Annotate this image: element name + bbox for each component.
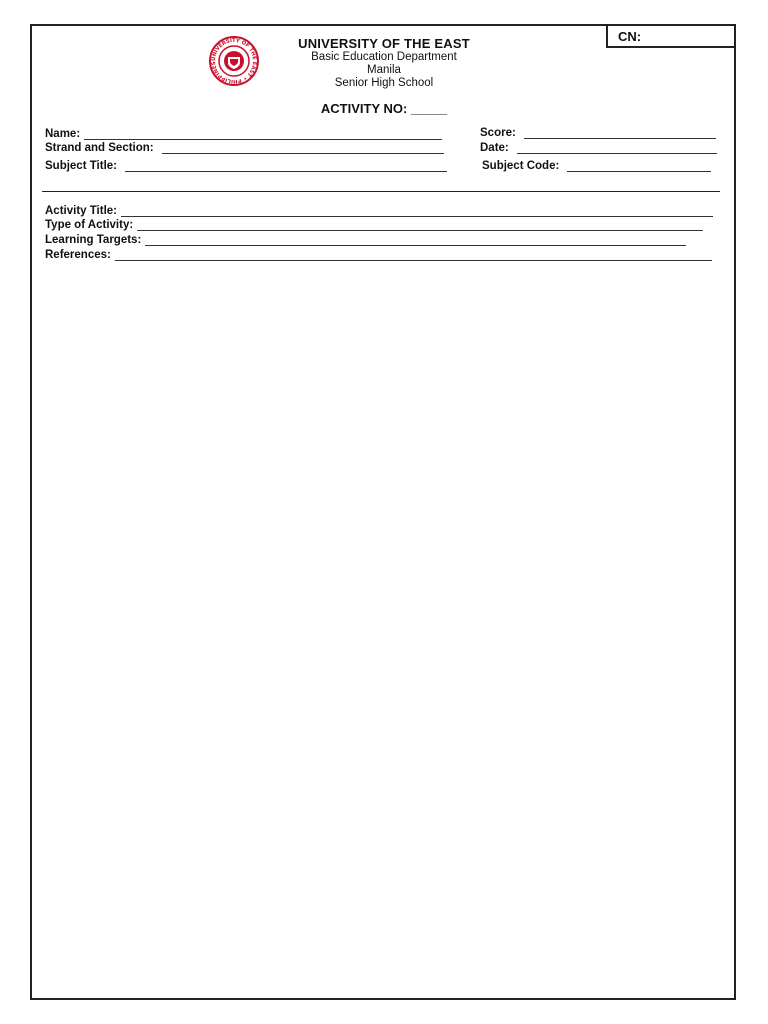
section-divider — [42, 191, 720, 192]
learning-targets-label: Learning Targets: — [45, 234, 142, 246]
seal-ring-text: UNIVERSITY OF THE EAST • PHILIPPINES — [210, 37, 258, 85]
control-number-box[interactable] — [606, 24, 736, 48]
activity-title-field[interactable] — [45, 205, 713, 217]
subject-title-label: Subject Title: — [45, 160, 117, 172]
name-line[interactable] — [84, 129, 442, 140]
date-field[interactable] — [480, 142, 717, 154]
score-label: Score: — [480, 127, 516, 139]
cn-label: CN: — [618, 29, 642, 44]
learning-targets-line[interactable] — [145, 235, 686, 246]
department-name: Basic Education Department — [311, 51, 457, 63]
strand-section-label: Strand and Section: — [45, 142, 154, 154]
score-line[interactable] — [524, 128, 716, 139]
date-label: Date: — [480, 142, 509, 154]
name-label: Name: — [45, 128, 81, 140]
city-name: Manila — [367, 64, 401, 76]
score-field[interactable] — [480, 127, 716, 139]
university-name: UNIVERSITY OF THE EAST — [298, 36, 470, 51]
references-field[interactable] — [45, 249, 712, 261]
letterhead — [270, 36, 498, 90]
type-of-activity-label: Type of Activity: — [45, 219, 134, 231]
strand-section-field[interactable] — [45, 142, 444, 154]
subject-code-line[interactable] — [567, 161, 711, 172]
university-seal-icon — [208, 35, 260, 87]
activity-title-label: Activity Title: — [45, 205, 117, 217]
subject-title-line[interactable] — [125, 161, 447, 172]
type-of-activity-line[interactable] — [137, 220, 703, 231]
type-of-activity-field[interactable] — [45, 219, 703, 231]
learning-targets-field[interactable] — [45, 234, 686, 246]
activity-number: ACTIVITY NO: _____ — [320, 101, 448, 116]
subject-title-field[interactable] — [45, 160, 447, 172]
references-line[interactable] — [115, 250, 712, 261]
strand-section-line[interactable] — [162, 143, 444, 154]
name-field[interactable] — [45, 128, 442, 140]
subject-code-label: Subject Code: — [482, 160, 560, 172]
references-label: References: — [45, 249, 111, 261]
activity-title-line[interactable] — [121, 206, 713, 217]
date-line[interactable] — [517, 143, 717, 154]
subject-code-field[interactable] — [482, 160, 711, 172]
school-name: Senior High School — [334, 77, 434, 89]
